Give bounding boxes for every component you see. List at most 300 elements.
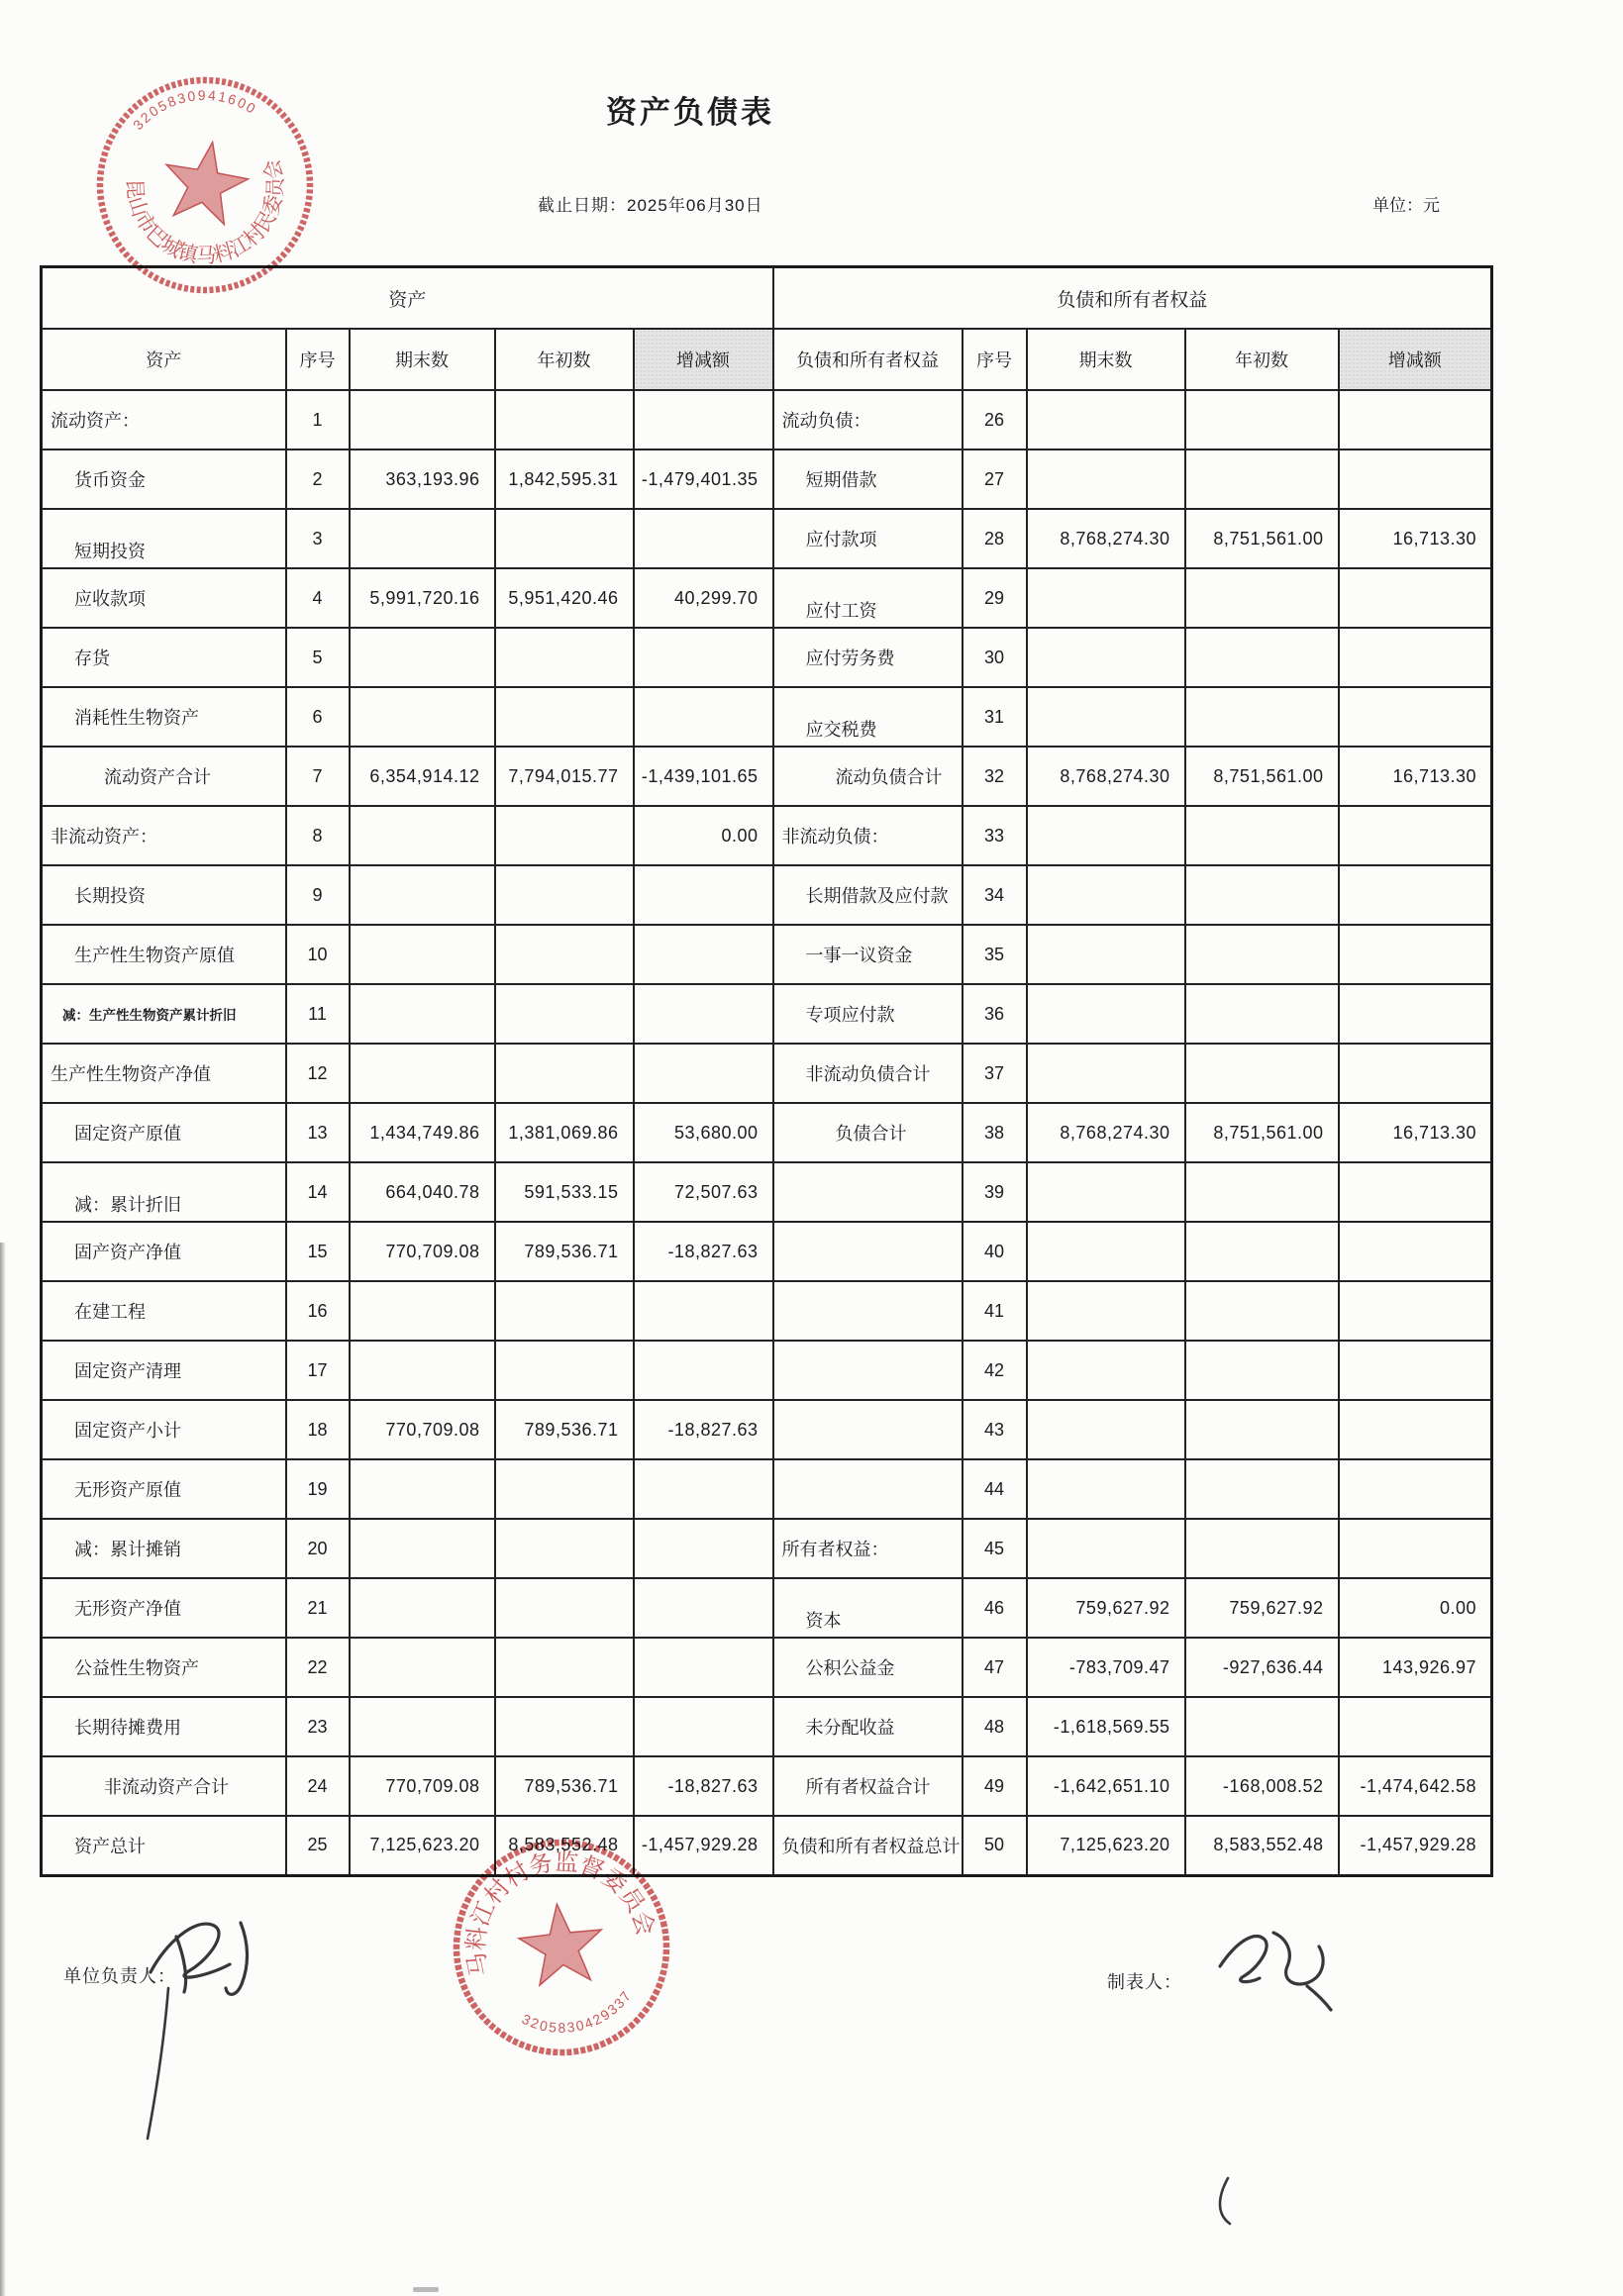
liability-beginning-balance-cell: [1185, 568, 1339, 628]
liability-beginning-balance-cell: [1185, 925, 1339, 984]
asset-ending-balance-cell: 664,040.78: [350, 1162, 495, 1222]
asset-seq-cell: 21: [286, 1578, 350, 1638]
asset-beginning-balance-cell: 1,381,069.86: [495, 1103, 634, 1162]
liability-beginning-balance-cell: -168,008.52: [1185, 1756, 1339, 1816]
seal-organization-name: 马料江村村务监督委员会: [462, 1848, 659, 1979]
liability-seq-cell: 27: [963, 449, 1027, 509]
liability-beginning-balance-cell: 8,751,561.00: [1185, 747, 1339, 806]
liability-change-amount-cell: [1339, 925, 1492, 984]
asset-beginning-balance-cell: 5,951,420.46: [495, 568, 634, 628]
col-header-ending-left: 期末数: [350, 329, 495, 390]
page-title: 资产负债表: [606, 95, 774, 130]
preparer-label: 制表人：: [1107, 1972, 1182, 1992]
asset-ending-balance-cell: [350, 1519, 495, 1578]
asset-ending-balance-cell: 6,354,914.12: [350, 747, 495, 806]
asset-label-cell: 无形资产原值: [42, 1459, 286, 1519]
liability-ending-balance-cell: [1027, 628, 1185, 687]
liability-ending-balance-cell: [1027, 1519, 1185, 1578]
liability-seq-cell: 46: [963, 1578, 1027, 1638]
liability-label-cell: 流动负债合计: [773, 747, 963, 806]
asset-label-cell: 存货: [42, 628, 286, 687]
asset-beginning-balance-cell: [495, 1697, 634, 1756]
asset-seq-cell: 20: [286, 1519, 350, 1578]
liability-seq-cell: 34: [963, 865, 1027, 925]
liability-ending-balance-cell: [1027, 390, 1185, 449]
asset-ending-balance-cell: [350, 806, 495, 865]
liability-label-cell: 短期借款: [773, 449, 963, 509]
asset-beginning-balance-cell: 7,794,015.77: [495, 747, 634, 806]
liability-ending-balance-cell: -1,618,569.55: [1027, 1697, 1185, 1756]
table-row: [42, 1400, 1492, 1459]
table-row: [42, 449, 1492, 509]
asset-ending-balance-cell: 363,193.96: [350, 449, 495, 509]
liability-change-amount-cell: [1339, 1162, 1492, 1222]
asset-beginning-balance-cell: [495, 687, 634, 747]
liability-ending-balance-cell: [1027, 1281, 1185, 1341]
asset-ending-balance-cell: 1,434,749.86: [350, 1103, 495, 1162]
asset-change-amount-cell: 53,680.00: [634, 1103, 773, 1162]
asset-change-amount-cell: [634, 925, 773, 984]
table-row: [42, 984, 1492, 1044]
asset-ending-balance-cell: [350, 628, 495, 687]
liability-beginning-balance-cell: [1185, 1162, 1339, 1222]
liability-beginning-balance-cell: [1185, 1519, 1339, 1578]
col-header-seq-right: 序号: [963, 329, 1027, 390]
asset-change-amount-cell: 0.00: [634, 806, 773, 865]
liability-change-amount-cell: [1339, 1697, 1492, 1756]
asset-beginning-balance-cell: [495, 1044, 634, 1103]
liability-change-amount-cell: -1,457,929.28: [1339, 1816, 1492, 1875]
asset-seq-cell: 17: [286, 1341, 350, 1400]
seal-serial-number: 3205830429337: [519, 1986, 636, 2036]
asset-change-amount-cell: [634, 390, 773, 449]
asset-label-cell: 在建工程: [42, 1281, 286, 1341]
liability-label-cell: 负债合计: [773, 1103, 963, 1162]
liability-change-amount-cell: [1339, 1459, 1492, 1519]
liability-label-cell: 流动负债：: [773, 390, 963, 449]
asset-label-cell: 公益性生物资产: [42, 1638, 286, 1697]
liability-seq-cell: 39: [963, 1162, 1027, 1222]
asset-change-amount-cell: [634, 1638, 773, 1697]
liability-seq-cell: 47: [963, 1638, 1027, 1697]
asset-label-cell: 生产性生物资产净值: [42, 1044, 286, 1103]
asset-ending-balance-cell: [350, 865, 495, 925]
liability-ending-balance-cell: [1027, 1162, 1185, 1222]
scan-edge-artifact: [0, 1243, 6, 2296]
currency-unit-label: 单位：元: [1372, 196, 1440, 215]
table-row: [42, 1162, 1492, 1222]
asset-seq-cell: 5: [286, 628, 350, 687]
liability-beginning-balance-cell: [1185, 1222, 1339, 1281]
asset-seq-cell: 2: [286, 449, 350, 509]
liability-label-cell: 资本: [773, 1578, 963, 1638]
table-row: [42, 1519, 1492, 1578]
asset-seq-cell: 19: [286, 1459, 350, 1519]
liability-seq-cell: 33: [963, 806, 1027, 865]
liability-seq-cell: 26: [963, 390, 1027, 449]
liability-ending-balance-cell: [1027, 1341, 1185, 1400]
liability-seq-cell: 32: [963, 747, 1027, 806]
asset-seq-cell: 18: [286, 1400, 350, 1459]
table-row: [42, 925, 1492, 984]
liability-label-cell: [773, 1341, 963, 1400]
liability-label-cell: [773, 1400, 963, 1459]
asset-ending-balance-cell: 770,709.08: [350, 1756, 495, 1816]
liability-seq-cell: 36: [963, 984, 1027, 1044]
seal-organization-name: 昆山市巴城镇马料江村民委员会: [122, 155, 288, 268]
seal-star-icon: [158, 135, 254, 227]
liability-ending-balance-cell: [1027, 1044, 1185, 1103]
liability-beginning-balance-cell: 8,751,561.00: [1185, 509, 1339, 568]
liability-label-cell: 应交税费: [773, 687, 963, 747]
asset-seq-cell: 9: [286, 865, 350, 925]
asset-label-cell: 长期投资: [42, 865, 286, 925]
preparer-signature: [1220, 1933, 1331, 2224]
asset-change-amount-cell: [634, 687, 773, 747]
liability-seq-cell: 37: [963, 1044, 1027, 1103]
liability-beginning-balance-cell: [1185, 628, 1339, 687]
liability-label-cell: [773, 1281, 963, 1341]
asset-beginning-balance-cell: [495, 1578, 634, 1638]
liability-seq-cell: 28: [963, 509, 1027, 568]
asset-seq-cell: 3: [286, 509, 350, 568]
liability-ending-balance-cell: 8,768,274.30: [1027, 747, 1185, 806]
liabilities-group-header: 负债和所有者权益: [773, 267, 1492, 330]
liability-seq-cell: 49: [963, 1756, 1027, 1816]
asset-change-amount-cell: [634, 1578, 773, 1638]
liability-seq-cell: 30: [963, 628, 1027, 687]
table-row: [42, 1816, 1492, 1875]
liability-beginning-balance-cell: 8,751,561.00: [1185, 1103, 1339, 1162]
liability-change-amount-cell: 16,713.30: [1339, 747, 1492, 806]
liability-label-cell: 专项应付款: [773, 984, 963, 1044]
column-header-row: [42, 329, 1492, 390]
asset-change-amount-cell: [634, 984, 773, 1044]
table-row: [42, 1459, 1492, 1519]
liability-label-cell: 负债和所有者权益总计: [773, 1816, 963, 1875]
liability-beginning-balance-cell: [1185, 865, 1339, 925]
asset-beginning-balance-cell: [495, 509, 634, 568]
liability-label-cell: [773, 1162, 963, 1222]
liability-label-cell: 一事一议资金: [773, 925, 963, 984]
asset-beginning-balance-cell: [495, 1459, 634, 1519]
asset-change-amount-cell: -18,827.63: [634, 1756, 773, 1816]
col-header-ending-right: 期末数: [1027, 329, 1185, 390]
table-row: [42, 1222, 1492, 1281]
liability-beginning-balance-cell: 759,627.92: [1185, 1578, 1339, 1638]
liability-seq-cell: 44: [963, 1459, 1027, 1519]
asset-ending-balance-cell: [350, 1341, 495, 1400]
asset-ending-balance-cell: [350, 687, 495, 747]
asset-ending-balance-cell: [350, 1638, 495, 1697]
asset-change-amount-cell: -18,827.63: [634, 1222, 773, 1281]
responsible-person-signature: [148, 1923, 248, 2139]
table-row: [42, 1044, 1492, 1103]
asset-label-cell: 非流动资产：: [42, 806, 286, 865]
asset-ending-balance-cell: [350, 984, 495, 1044]
asset-change-amount-cell: -1,479,401.35: [634, 449, 773, 509]
asset-seq-cell: 4: [286, 568, 350, 628]
asset-label-cell: 减：累计摊销: [42, 1519, 286, 1578]
liability-seq-cell: 35: [963, 925, 1027, 984]
col-header-change-right: 增减额: [1339, 329, 1492, 390]
liability-change-amount-cell: [1339, 1044, 1492, 1103]
asset-seq-cell: 16: [286, 1281, 350, 1341]
liability-change-amount-cell: [1339, 865, 1492, 925]
asset-beginning-balance-cell: [495, 1519, 634, 1578]
liability-label-cell: 非流动负债合计: [773, 1044, 963, 1103]
table-row: [42, 1281, 1492, 1341]
asset-beginning-balance-cell: [495, 925, 634, 984]
asset-label-cell: 固定资产清理: [42, 1341, 286, 1400]
table-row: [42, 687, 1492, 747]
liability-seq-cell: 42: [963, 1341, 1027, 1400]
liability-beginning-balance-cell: [1185, 1281, 1339, 1341]
liability-seq-cell: 31: [963, 687, 1027, 747]
liability-label-cell: 长期借款及应付款: [773, 865, 963, 925]
liability-ending-balance-cell: -1,642,651.10: [1027, 1756, 1185, 1816]
table-row: [42, 568, 1492, 628]
liability-beginning-balance-cell: [1185, 687, 1339, 747]
liability-beginning-balance-cell: [1185, 390, 1339, 449]
asset-seq-cell: 25: [286, 1816, 350, 1875]
liability-beginning-balance-cell: 8,583,552.48: [1185, 1816, 1339, 1875]
table-row: [42, 628, 1492, 687]
asset-label-cell: 应收款项: [42, 568, 286, 628]
liability-beginning-balance-cell: [1185, 806, 1339, 865]
liability-label-cell: 应付款项: [773, 509, 963, 568]
liability-ending-balance-cell: [1027, 984, 1185, 1044]
liability-beginning-balance-cell: -927,636.44: [1185, 1638, 1339, 1697]
asset-beginning-balance-cell: [495, 390, 634, 449]
table-row: [42, 747, 1492, 806]
asset-change-amount-cell: [634, 865, 773, 925]
report-cutoff-date: 截止日期：2025年06月30日: [538, 196, 763, 215]
liability-seq-cell: 48: [963, 1697, 1027, 1756]
asset-seq-cell: 1: [286, 390, 350, 449]
asset-ending-balance-cell: [350, 1578, 495, 1638]
liability-ending-balance-cell: [1027, 687, 1185, 747]
table-row: [42, 1638, 1492, 1697]
asset-beginning-balance-cell: 8,583,552.48: [495, 1816, 634, 1875]
liability-change-amount-cell: [1339, 1519, 1492, 1578]
assets-group-header: 资产: [42, 267, 773, 330]
liability-ending-balance-cell: [1027, 449, 1185, 509]
table-body: [42, 390, 1492, 1875]
table-row: [42, 1341, 1492, 1400]
liability-ending-balance-cell: 759,627.92: [1027, 1578, 1185, 1638]
liability-change-amount-cell: [1339, 1281, 1492, 1341]
liability-label-cell: 所有者权益：: [773, 1519, 963, 1578]
liability-label-cell: [773, 1459, 963, 1519]
liability-seq-cell: 41: [963, 1281, 1027, 1341]
asset-ending-balance-cell: [350, 925, 495, 984]
asset-change-amount-cell: 40,299.70: [634, 568, 773, 628]
asset-beginning-balance-cell: 1,842,595.31: [495, 449, 634, 509]
liability-beginning-balance-cell: [1185, 1044, 1339, 1103]
asset-seq-cell: 22: [286, 1638, 350, 1697]
table-row: [42, 865, 1492, 925]
asset-change-amount-cell: [634, 1459, 773, 1519]
liability-change-amount-cell: [1339, 806, 1492, 865]
liability-change-amount-cell: -1,474,642.58: [1339, 1756, 1492, 1816]
asset-label-cell: 减：累计折旧: [42, 1162, 286, 1222]
asset-beginning-balance-cell: [495, 865, 634, 925]
table-row: [42, 1578, 1492, 1638]
asset-ending-balance-cell: [350, 1044, 495, 1103]
asset-change-amount-cell: [634, 1341, 773, 1400]
seal-star-icon: [516, 1900, 606, 1987]
asset-label-cell: 固产资产净值: [42, 1222, 286, 1281]
asset-seq-cell: 23: [286, 1697, 350, 1756]
asset-seq-cell: 10: [286, 925, 350, 984]
asset-label-cell: 非流动资产合计: [42, 1756, 286, 1816]
asset-change-amount-cell: [634, 1044, 773, 1103]
liability-ending-balance-cell: [1027, 865, 1185, 925]
liability-seq-cell: 45: [963, 1519, 1027, 1578]
col-header-beginning-right: 年初数: [1185, 329, 1339, 390]
asset-label-cell: 流动资产：: [42, 390, 286, 449]
asset-beginning-balance-cell: 789,536.71: [495, 1400, 634, 1459]
official-seal-village-committee: [74, 54, 336, 316]
liability-change-amount-cell: [1339, 449, 1492, 509]
liability-change-amount-cell: 16,713.30: [1339, 1103, 1492, 1162]
asset-label-cell: 短期投资: [42, 509, 286, 568]
asset-ending-balance-cell: [350, 1459, 495, 1519]
table-row: [42, 1103, 1492, 1162]
asset-beginning-balance-cell: [495, 806, 634, 865]
asset-beginning-balance-cell: [495, 628, 634, 687]
asset-label-cell: 生产性生物资产原值: [42, 925, 286, 984]
asset-ending-balance-cell: [350, 1697, 495, 1756]
asset-seq-cell: 13: [286, 1103, 350, 1162]
table-row: [42, 390, 1492, 449]
col-header-asset: 资产: [42, 329, 286, 390]
liability-change-amount-cell: 0.00: [1339, 1578, 1492, 1638]
asset-change-amount-cell: [634, 628, 773, 687]
asset-change-amount-cell: -1,439,101.65: [634, 747, 773, 806]
asset-seq-cell: 7: [286, 747, 350, 806]
table-row: [42, 509, 1492, 568]
asset-seq-cell: 24: [286, 1756, 350, 1816]
asset-beginning-balance-cell: [495, 1638, 634, 1697]
asset-ending-balance-cell: 770,709.08: [350, 1222, 495, 1281]
liability-beginning-balance-cell: [1185, 1341, 1339, 1400]
col-header-liability: 负债和所有者权益: [773, 329, 963, 390]
asset-change-amount-cell: -18,827.63: [634, 1400, 773, 1459]
asset-seq-cell: 11: [286, 984, 350, 1044]
liability-change-amount-cell: [1339, 568, 1492, 628]
liability-change-amount-cell: 16,713.30: [1339, 509, 1492, 568]
asset-beginning-balance-cell: 591,533.15: [495, 1162, 634, 1222]
asset-beginning-balance-cell: [495, 1281, 634, 1341]
asset-label-cell: 固定资产原值: [42, 1103, 286, 1162]
asset-label-cell: 消耗性生物资产: [42, 687, 286, 747]
asset-change-amount-cell: [634, 1281, 773, 1341]
liability-label-cell: 应付劳务费: [773, 628, 963, 687]
liability-seq-cell: 50: [963, 1816, 1027, 1875]
col-header-seq-left: 序号: [286, 329, 350, 390]
table-row: [42, 1697, 1492, 1756]
asset-label-cell: 货币资金: [42, 449, 286, 509]
liability-beginning-balance-cell: [1185, 1400, 1339, 1459]
asset-beginning-balance-cell: [495, 984, 634, 1044]
liability-label-cell: 公积公益金: [773, 1638, 963, 1697]
liability-ending-balance-cell: [1027, 1222, 1185, 1281]
col-header-change-left: 增减额: [634, 329, 773, 390]
liability-label-cell: 未分配收益: [773, 1697, 963, 1756]
asset-label-cell: 长期待摊费用: [42, 1697, 286, 1756]
asset-change-amount-cell: [634, 509, 773, 568]
liability-ending-balance-cell: 7,125,623.20: [1027, 1816, 1185, 1875]
liability-change-amount-cell: [1339, 1341, 1492, 1400]
asset-label-cell: 流动资产合计: [42, 747, 286, 806]
asset-ending-balance-cell: 7,125,623.20: [350, 1816, 495, 1875]
liability-label-cell: 应付工资: [773, 568, 963, 628]
asset-beginning-balance-cell: 789,536.71: [495, 1222, 634, 1281]
liability-seq-cell: 29: [963, 568, 1027, 628]
asset-label-cell: 减：生产性生物资产累计折旧: [42, 984, 286, 1044]
col-header-beginning-left: 年初数: [495, 329, 634, 390]
asset-label-cell: 固定资产小计: [42, 1400, 286, 1459]
responsible-person-label: 单位负责人：: [63, 1966, 176, 1986]
liability-label-cell: 非流动负债：: [773, 806, 963, 865]
liability-change-amount-cell: [1339, 687, 1492, 747]
seal-serial-number: 3205830941600: [129, 86, 260, 134]
asset-seq-cell: 14: [286, 1162, 350, 1222]
liability-beginning-balance-cell: [1185, 1459, 1339, 1519]
liability-seq-cell: 38: [963, 1103, 1027, 1162]
table-row: [42, 1756, 1492, 1816]
liability-ending-balance-cell: [1027, 925, 1185, 984]
asset-ending-balance-cell: 5,991,720.16: [350, 568, 495, 628]
asset-ending-balance-cell: [350, 1281, 495, 1341]
liability-change-amount-cell: 143,926.97: [1339, 1638, 1492, 1697]
liability-change-amount-cell: [1339, 1222, 1492, 1281]
asset-ending-balance-cell: [350, 509, 495, 568]
liability-ending-balance-cell: 8,768,274.30: [1027, 1103, 1185, 1162]
table-row: [42, 806, 1492, 865]
scan-bottom-artifact: [413, 2287, 439, 2292]
liability-beginning-balance-cell: [1185, 1697, 1339, 1756]
liability-change-amount-cell: [1339, 628, 1492, 687]
asset-change-amount-cell: -1,457,929.28: [634, 1816, 773, 1875]
liability-ending-balance-cell: [1027, 568, 1185, 628]
asset-change-amount-cell: 72,507.63: [634, 1162, 773, 1222]
liability-seq-cell: 43: [963, 1400, 1027, 1459]
asset-ending-balance-cell: 770,709.08: [350, 1400, 495, 1459]
liability-ending-balance-cell: 8,768,274.30: [1027, 509, 1185, 568]
asset-seq-cell: 15: [286, 1222, 350, 1281]
liability-label-cell: [773, 1222, 963, 1281]
liability-ending-balance-cell: -783,709.47: [1027, 1638, 1185, 1697]
asset-seq-cell: 8: [286, 806, 350, 865]
liability-ending-balance-cell: [1027, 806, 1185, 865]
asset-change-amount-cell: [634, 1697, 773, 1756]
asset-beginning-balance-cell: 789,536.71: [495, 1756, 634, 1816]
liability-label-cell: 所有者权益合计: [773, 1756, 963, 1816]
asset-seq-cell: 12: [286, 1044, 350, 1103]
asset-beginning-balance-cell: [495, 1341, 634, 1400]
liability-ending-balance-cell: [1027, 1459, 1185, 1519]
asset-change-amount-cell: [634, 1519, 773, 1578]
liability-beginning-balance-cell: [1185, 449, 1339, 509]
liability-seq-cell: 40: [963, 1222, 1027, 1281]
asset-label-cell: 无形资产净值: [42, 1578, 286, 1638]
asset-label-cell: 资产总计: [42, 1816, 286, 1875]
liability-beginning-balance-cell: [1185, 984, 1339, 1044]
asset-seq-cell: 6: [286, 687, 350, 747]
